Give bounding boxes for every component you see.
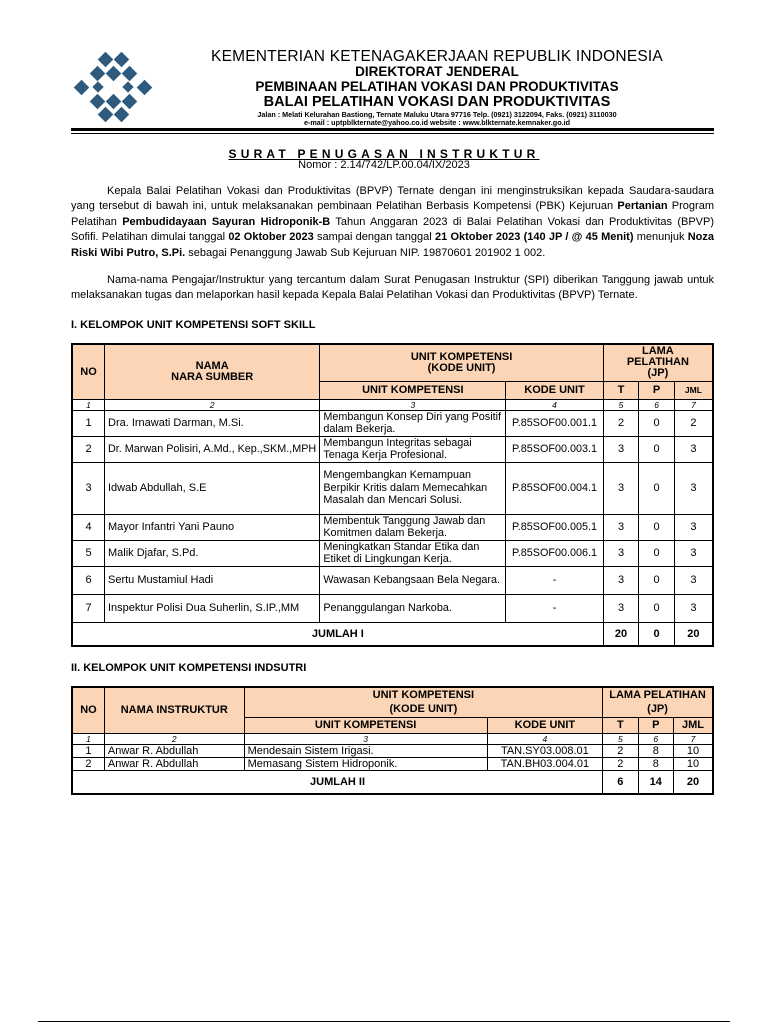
kemnaker-logo-icon (70, 52, 156, 122)
total-row: JUMLAH I 20 0 20 (72, 622, 713, 646)
col-no: NO (72, 687, 104, 733)
col-nama: NAMA NARA SUMBER (105, 344, 320, 399)
letterhead (160, 48, 714, 128)
col-no: NO (72, 344, 105, 399)
paragraph-instruction: Kepala Balai Pelatihan Vokasi dan Produktivitas (BPVP) Ternate dengan ini menginstruksikan kepada Saudara-saudara yang tersebut di bawah ini, untuk melaksanakan pembinaan Pelatihan Berbasis Kompetensi (PBK) Kejuruan Pertanian Program Pelatihan Pembudidayaan Sayuran Hidroponik-B Tahun Anggaran 2023 di Balai Pelatihan Vokasi dan Produktivitas (BPVP) Sofifi. Pelatihan dimulai tanggal 02 Oktober 2023 sampai dengan tanggal 21 Oktober 2023 (140 JP / @ 45 Menit) menunjuk Noza Riski Wibi Putro, S.Pi. sebagai Penanggung Jawab Sub Kejuruan NIP. 19870601 201902 1 002. (71, 185, 714, 259)
col-unit: UNIT KOMPETENSI (244, 717, 487, 733)
institution-name: BALAI PELATIHAN VOKASI DAN PRODUKTIVITAS (263, 93, 611, 110)
table-row: 2 Dr. Marwan Polisiri, A.Md., Kep.,SKM.,MPH Membangun Integritas sebagai Tenaga Kerja Profesional. P.85SOF00.003.1 3 0 3 (72, 436, 713, 462)
col-lama-pelatihan: LAMA PELATIHAN (JP) (603, 687, 713, 717)
total-row: JUMLAH II 6 14 20 (72, 770, 713, 794)
col-kode: KODE UNIT (506, 381, 604, 399)
col-kode: KODE UNIT (487, 717, 602, 733)
col-jml: JML (673, 717, 713, 733)
col-unit-kompetensi-group: UNIT KOMPETENSI (KODE UNIT) (244, 687, 602, 717)
header-divider-thin (71, 133, 714, 134)
table-row: 7 Inspektur Polisi Dua Suherlin, S.IP.,MM Penanggulangan Narkoba. - 3 0 3 (72, 594, 713, 622)
ministry-name: KEMENTERIAN KETENAGAKERJAAN REPUBLIK INDONESIA (211, 48, 663, 65)
page-footer-line (38, 1021, 730, 1022)
table-row: 1 Anwar R. Abdullah Mendesain Sistem Irigasi. TAN.SY03.008.01 2 8 10 (72, 744, 713, 757)
column-number-row: 1 2 3 4 5 6 7 (72, 733, 713, 744)
column-number-row: 1 2 3 4 5 6 7 (72, 399, 713, 410)
industri-table (71, 686, 714, 795)
table-row: 6 Sertu Mustamiul Hadi Wawasan Kebangsaan Bela Negara. - 3 0 3 (72, 566, 713, 594)
table-row: 4 Mayor Infantri Yani Pauno Membentuk Tanggung Jawab dan Komitmen dalam Bekerja. P.85SOF00.005.1 3 0 3 (72, 514, 713, 540)
table-row: 3 Idwab Abdullah, S.E Mengembangkan Kemampuan Berpikir Kritis dalam Memecahkan Masalah dan Mencari Solusi. P.85SOF00.004.1 3 0 3 (72, 462, 713, 514)
document-number: Nomor : 2.14/742/LP.00.04/IX/2023 (298, 159, 470, 171)
table-row: 1 Dra. Irnawati Darman, M.Si. Membangun Konsep Diri yang Positif dalam Bekerja. P.85SOF00.001.1 2 0 2 (72, 410, 713, 436)
section-soft-skill-title: I. KELOMPOK UNIT KOMPETENSI SOFT SKILL (71, 319, 316, 331)
directorate-name: DIREKTORAT JENDERAL (355, 64, 519, 80)
address: Jalan : Melati Kelurahan Bastiong, Ternate Maluku Utara 97716 Telp. (0921) 3122094, Faks. (0921) 3110030 (257, 109, 617, 119)
col-t: T (603, 381, 639, 399)
table-row: 5 Malik Djafar, S.Pd. Meningkatkan Standar Etika dan Etiket di Lingkungan Kerja. P.85SOF00.006.1 3 0 3 (72, 540, 713, 566)
col-unit-kompetensi-group: UNIT KOMPETENSI (KODE UNIT) (320, 344, 603, 381)
document-title: SURAT PENUGASAN INSTRUKTUR (228, 147, 540, 161)
soft-skill-table (71, 343, 714, 647)
col-p: P (639, 381, 675, 399)
table-row: 2 Anwar R. Abdullah Memasang Sistem Hidroponik. TAN.BH03.004.01 2 8 10 (72, 757, 713, 770)
col-jml: JML (674, 381, 713, 399)
contact: e-mail : uptpblkternate@yahoo.co.id website : www.blkternate.kemnaker.go.id (304, 118, 570, 128)
col-p: P (638, 717, 673, 733)
directorate-subname: PEMBINAAN PELATIHAN VOKASI DAN PRODUKTIVITAS (255, 78, 619, 94)
col-unit: UNIT KOMPETENSI (320, 381, 506, 399)
paragraph-responsibility: Nama-nama Pengajar/Instruktur yang tercantum dalam Surat Penugasan Instruktur (SPI) diberikan Tanggung jawab untuk melaksanakan tugas dan melaporkan hasil kepada Kepala Balai Pelatihan Vokasi dan Produktivitas (BPVP) Ternate. (71, 274, 714, 302)
col-lama-pelatihan: LAMA PELATIHAN (JP) (603, 344, 713, 381)
header-divider-thick (71, 128, 714, 131)
col-nama-instruktur: NAMA INSTRUKTUR (104, 687, 244, 733)
col-t: T (603, 717, 638, 733)
section-industri-title: II. KELOMPOK UNIT KOMPETENSI INDSUTRI (71, 662, 307, 674)
